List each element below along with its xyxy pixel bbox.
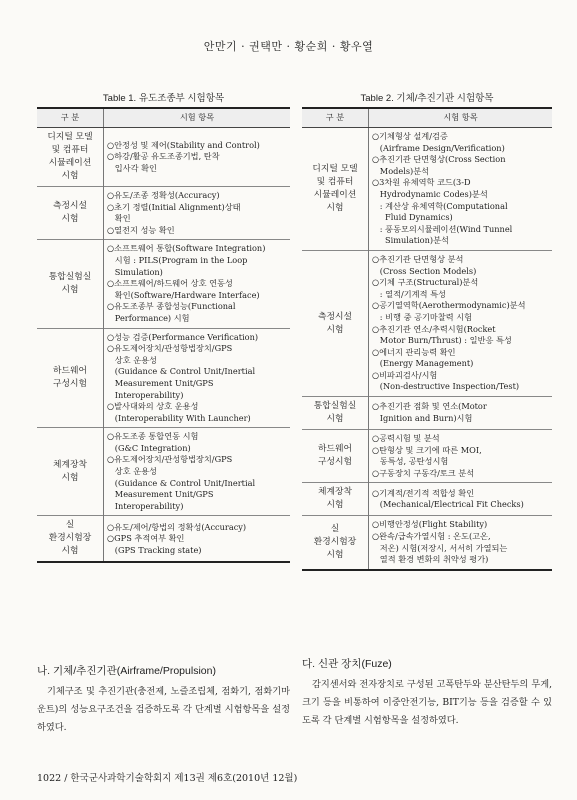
left-section-paragraph: 기체구조 및 추진기관(충전제, 노즐조립체, 점화기, 점화기마운트)의 성능요구조건을 검증하도록 각 단계별 시험항목을 설정하였다.: [37, 686, 290, 733]
row-test-items: ○소프트웨어 통합(Software Integration) 시험 : PILS(Program in the Loop Simulation) ○소프트웨어/하드웨어 상호 연동성 확인(Software/Hardware Interface) ○유도조종부 종합성능(Functional Performance) 시험: [107, 243, 266, 323]
row-test-items: ○추진기관 점화 및 연소(Motor Ignition and Burn)시험: [372, 401, 487, 424]
row-test-items: ○성능 검증(Performance Verification) ○유도제어장치/관성항법장치/GPS 상호 운용성 (Guidance & Control Unit/Inertial Measurement Unit/GPS Interoperability) ○발사대와의 상호 운용성 (Interoperability With Launcher): [107, 331, 259, 423]
row-test-items: ○비행안정성(Flight Stability) ○완속/급속가열시험 : 온도(고온, 저온) 시험(저장시, 서서히 가열되는 열적 환경 변화의 취약성 평가): [372, 519, 508, 565]
table2-header-category: 구 분: [302, 108, 369, 128]
row-category: 통합실험실 시험: [302, 397, 369, 430]
right-section-paragraph: 감지센서와 전자장치로 구성된 고폭탄두와 분산탄두의 무게, 크기 등을 비통하여 이중안전기능, BIT기능 등을 검증할 수 있도록 각 단계별 시험항목을 설정하였다.: [302, 679, 552, 726]
row-category: 디지털 모델 및 컴퓨터 시뮬레이션 시험: [37, 128, 104, 187]
row-test-items: ○공력시험 및 분석 ○탄형상 및 크기에 따른 MOI, 동특성, 공탄성시험 ○구동장치 구동각/토크 분석: [372, 433, 482, 478]
table-row: [37, 187, 290, 240]
table-row: [302, 250, 552, 396]
left-section-title: 나. 기체/추진기관(Airframe/Propulsion): [37, 665, 216, 677]
table-row: [302, 516, 552, 570]
row-category: 체계장착 시험: [37, 428, 104, 516]
row-category: 체계장착 시험: [302, 483, 369, 516]
row-category: 하드웨어 구성시험: [37, 328, 104, 428]
table-row: [302, 397, 552, 430]
table-row: [302, 483, 552, 516]
row-test-items: ○기체형상 설계/검증 (Airframe Design/Verification) ○추진기관 단면형상(Cross Section Models)분석 ○3차원 유체역학 코드(3-D Hydrodynamic Codes)분석 : 계산상 유체역학(Computational Fluid Dynamics) : 풍동모의시뮬레이션(Wind Tunnel Simulation)분석: [372, 131, 513, 246]
table2: [302, 107, 552, 571]
row-test-items: ○안정성 및 제어(Stability and Control) ○하강/활공 유도조종기법, 탄착 입사각 확인: [107, 139, 260, 173]
row-category: 실 환경시험장 시험: [37, 516, 104, 563]
page-footer: 1022 / 한국군사과학기술학회지 제13권 제6호(2010년 12월): [37, 773, 298, 784]
row-test-items: ○기계적/전기적 적합성 확인 (Mechanical/Electrical Fit Checks): [372, 487, 524, 510]
table1-header-category: 구 분: [37, 108, 104, 128]
row-category: 통합실험실 시험: [37, 240, 104, 328]
table-row: [37, 516, 290, 563]
table1-caption: Table 1. 유도조종부 시험항목: [102, 93, 225, 104]
table1: [37, 107, 290, 563]
row-category: 측정시설 시험: [302, 250, 369, 396]
page-header-authors: 안만기 · 권택만 · 황순희 · 황우열: [203, 40, 374, 53]
right-section-title: 다. 신관 장치(Fuze): [302, 658, 392, 670]
table-row: [37, 128, 290, 187]
table-row: [302, 430, 552, 483]
row-test-items: ○유도/조종 정확성(Accuracy) ○초기 정렬(Initial Alignment)상태 확인 ○열전지 성능 확인: [107, 190, 241, 235]
table-row: [37, 240, 290, 328]
table2-caption: Table 2. 기체/추진기관 시험항목: [360, 93, 494, 104]
row-test-items: ○유도조종 통합연동 시험 (G&C Integration) ○유도제어장치/관성항법장치/GPS 상호 운용성 (Guidance & Control Unit/Inertial Measurement Unit/GPS Interoperability): [107, 431, 256, 511]
table-row: [302, 128, 552, 251]
row-category: 측정시설 시험: [37, 187, 104, 240]
row-category: 디지털 모델 및 컴퓨터 시뮬레이션 시험: [302, 128, 369, 251]
row-test-items: ○추진기관 단면형상 분석 (Cross Section Models) ○기체 구조(Structural)분석 : 열적/기계적 특성 ○공기열역학(Aerothermodynamic)분석 : 비행 중 공기마찰력 시험 ○추진기관 연소/추력시험(Rocket Motor Burn/Thrust) : 일반응 특성 ○에너지 관리능력 확인 (Energy Management) ○비파괴검사/시험 (Non-destructive Inspection/Test): [372, 253, 526, 392]
row-category: 하드웨어 구성시험: [302, 430, 369, 483]
table2-header-items: 시험 항목: [369, 108, 553, 128]
table-row: [37, 328, 290, 428]
table1-header-items: 시험 항목: [104, 108, 291, 128]
row-test-items: ○유도/제어/항법의 정확성(Accuracy) ○GPS 추적여부 확인 (GPS Tracking state): [107, 521, 247, 555]
row-category: 실 환경시험장 시험: [302, 516, 369, 570]
table-row: [37, 428, 290, 516]
